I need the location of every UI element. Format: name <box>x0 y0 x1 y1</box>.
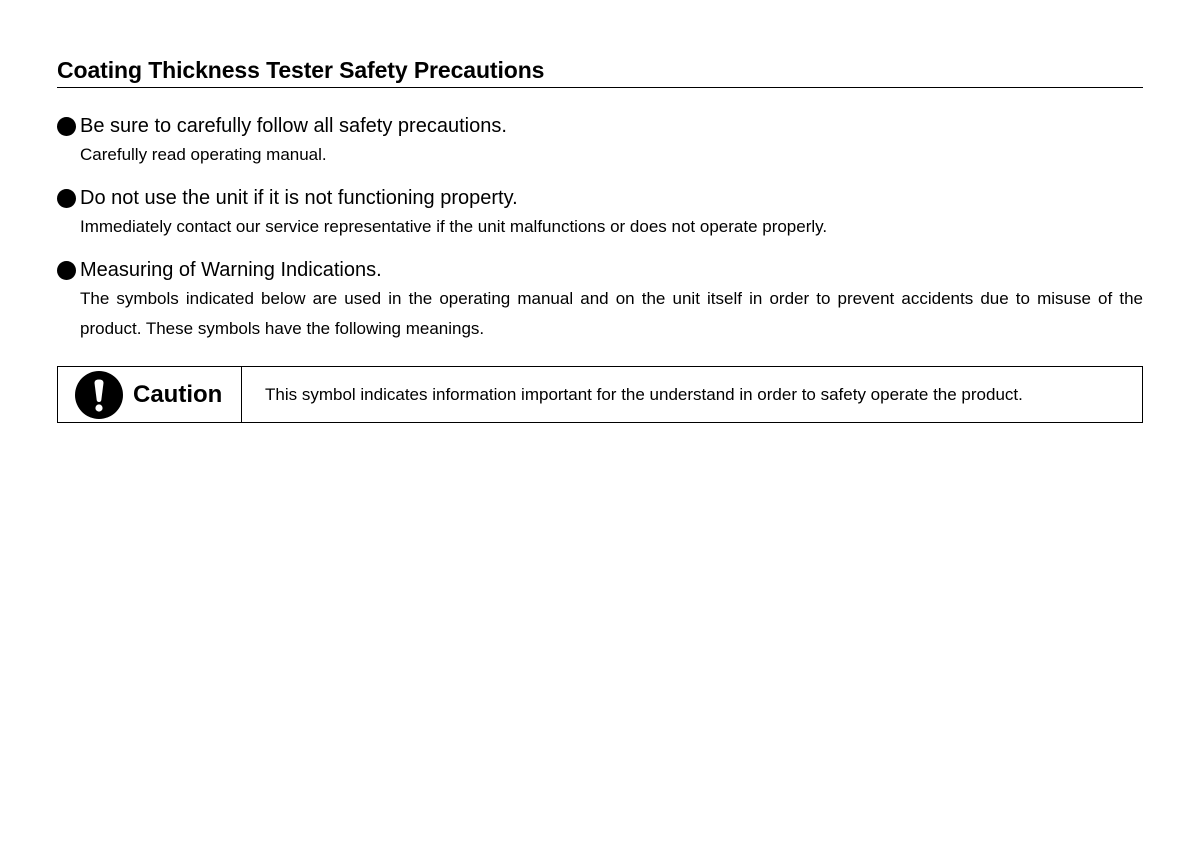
bullet-icon <box>57 117 76 136</box>
exclamation-circle-icon <box>75 371 123 419</box>
section-heading <box>57 257 1143 283</box>
section-heading <box>57 113 1143 139</box>
precaution-section-warning-indications <box>57 257 1143 344</box>
caution-label: Caution <box>133 380 223 408</box>
section-body-text: Immediately contact our service representative if the unit malfunctions or does not operate properly. <box>80 217 828 236</box>
bullet-icon <box>57 189 76 208</box>
precaution-section-malfunction <box>57 185 1143 242</box>
bullet-icon <box>57 261 76 280</box>
caution-symbol-table <box>57 366 1143 423</box>
section-heading <box>57 185 1143 211</box>
section-heading-text: Be sure to carefully follow all safety precautions. <box>80 115 507 137</box>
caution-description: This symbol indicates information important for the understand in order to safety operate the product. <box>265 384 1023 404</box>
section-heading-text: Measuring of Warning Indications. <box>80 259 382 281</box>
section-body-text: Carefully read operating manual. <box>80 145 327 164</box>
caution-label-cell <box>58 367 242 422</box>
section-body-text: The symbols indicated below are used in the operating manual and on the unit itself in order to prevent accidents due to misuse of the product. These symbols have the following meanings. <box>80 289 1143 338</box>
precaution-section-follow-safety <box>57 113 1143 170</box>
page-title: Coating Thickness Tester Safety Precautions <box>57 55 1143 88</box>
section-heading-text: Do not use the unit if it is not functioning property. <box>80 187 518 209</box>
